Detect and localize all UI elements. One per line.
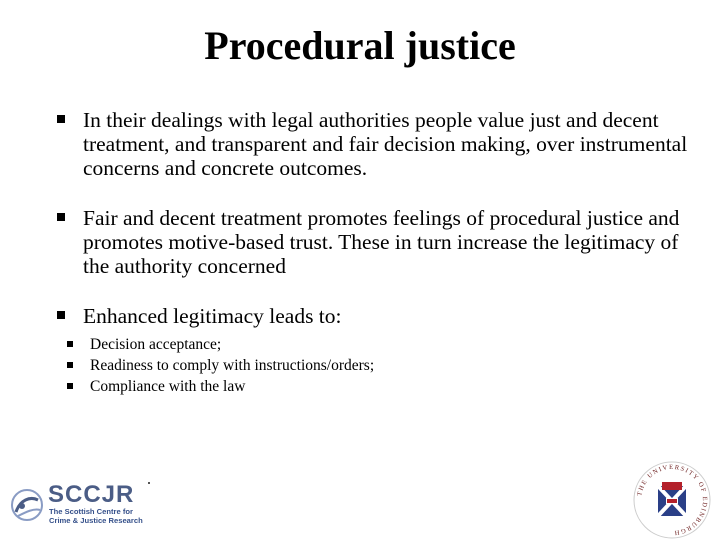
bullet-square-icon xyxy=(57,311,65,319)
sccjr-tagline xyxy=(49,507,149,525)
bullet-item xyxy=(57,108,697,180)
sub-bullet-item xyxy=(67,376,697,397)
bullet-text: Enhanced legitimacy leads to: xyxy=(83,304,342,328)
university-of-edinburgh-logo xyxy=(632,460,712,540)
sub-bullet-item xyxy=(67,334,697,355)
bullet-list xyxy=(57,108,697,397)
sccjr-tagline-line: Crime & Justice Research xyxy=(49,516,143,525)
bullet-item xyxy=(57,206,697,278)
bullet-square-icon xyxy=(67,341,73,347)
sub-bullet-text: Readiness to comply with instructions/orders; xyxy=(90,357,375,374)
stray-dot xyxy=(148,482,150,484)
bullet-item xyxy=(57,304,697,328)
bullet-text: Fair and decent treatment promotes feelings of procedural justice and promotes motive-based trust. These in turn increase the legitimacy of the authority concerned xyxy=(83,206,680,278)
sub-bullet-list xyxy=(67,334,697,397)
sub-bullet-item xyxy=(67,355,697,376)
slide-title: Procedural justice xyxy=(204,23,516,68)
university-name: THE UNIVERSITY OF EDINBURGH xyxy=(636,463,709,537)
bullet-square-icon xyxy=(67,383,73,389)
sub-bullet-text: Decision acceptance; xyxy=(90,336,222,353)
sccjr-logo xyxy=(8,482,148,530)
bullet-square-icon xyxy=(67,362,73,368)
sub-bullet-text: Compliance with the law xyxy=(90,378,246,395)
sccjr-tagline-line: The Scottish Centre for xyxy=(49,507,133,516)
bullet-square-icon xyxy=(57,213,65,221)
bullet-text: In their dealings with legal authorities people value just and decent treatment, and transparent and fair decision making, over instrumental concerns and concrete outcomes. xyxy=(83,108,688,180)
bullet-square-icon xyxy=(57,115,65,123)
university-crest-icon xyxy=(632,460,712,540)
sccjr-swirl-icon xyxy=(8,486,46,524)
sccjr-name: SCCJR xyxy=(48,481,135,508)
